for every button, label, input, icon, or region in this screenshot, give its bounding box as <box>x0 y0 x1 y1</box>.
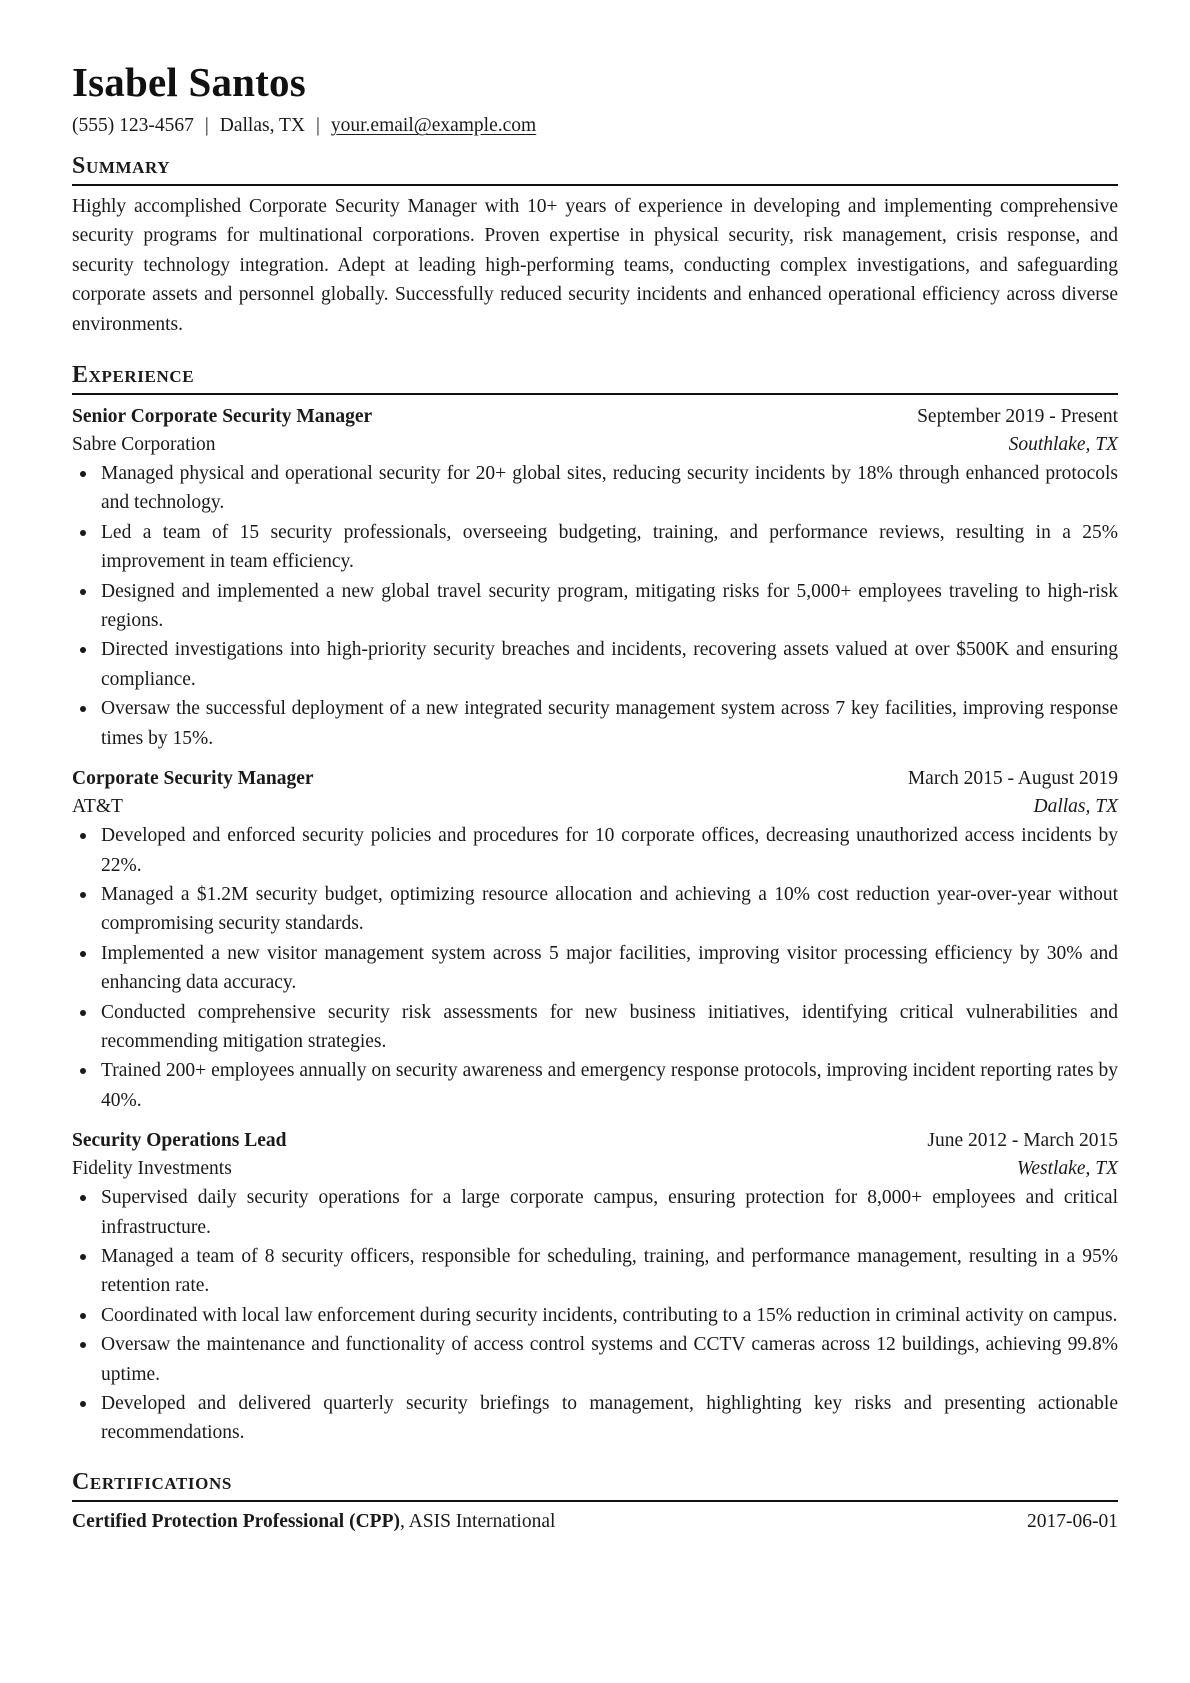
location: Dallas, TX <box>219 115 305 136</box>
job-bullets <box>72 821 1118 1115</box>
job-location: Westlake, TX <box>1016 1158 1118 1180</box>
bullet-text: Managed physical and operational security for 20+ global sites, reducing security incidents by 18% through enhanced protocols and technology. <box>101 463 1118 514</box>
contact-separator: | <box>204 115 209 136</box>
bullet-item <box>72 880 1118 939</box>
bullet-text: Implemented a new visitor management system across 5 major facilities, improving visitor processing efficiency by 30% and enhancing data accuracy. <box>101 942 1118 994</box>
bullet-text: Supervised daily security operations for a large corporate campus, ensuring protection for 8,000+ employees and critical infrastructure. <box>101 1187 1118 1238</box>
job-bullets <box>72 459 1118 753</box>
bullet-text: Oversaw the maintenance and functionality of access control systems and CCTV cameras across 12 buildings, achieving 99.8% uptime. <box>101 1334 1118 1385</box>
bullet-item <box>72 939 1118 998</box>
bullet-icon <box>80 471 86 477</box>
job-title: Security Operations Lead <box>72 1130 287 1152</box>
bullet-item <box>72 694 1118 753</box>
certification-date: 2017-06-01 <box>1027 1510 1118 1532</box>
section-divider <box>72 184 1118 186</box>
company-name: Fidelity Investments <box>72 1158 232 1180</box>
bullet-text: Managed a $1.2M security budget, optimizing resource allocation and achieving a 10% cost reduction year-over-year without compromising security standards. <box>101 883 1118 935</box>
section-title-experience: Experience <box>72 362 195 389</box>
job-location: Dallas, TX <box>1033 796 1118 818</box>
phone-number: (555) 123-4567 <box>72 115 194 136</box>
bullet-icon <box>80 892 86 898</box>
bullet-text: Developed and delivered quarterly security briefings to management, highlighting key risks and presenting actionable recommendations. <box>101 1393 1118 1444</box>
resume-page <box>72 58 1118 1536</box>
certification-item <box>72 1508 1118 1536</box>
section-divider <box>72 1500 1118 1502</box>
job-entry <box>72 765 1118 1115</box>
bullet-item <box>72 1183 1118 1242</box>
bullet-text: Coordinated with local law enforcement during security incidents, contributing to a 15% reduction in criminal activity on campus. <box>101 1304 1118 1326</box>
bullet-item <box>72 518 1118 577</box>
bullet-item <box>72 821 1118 880</box>
job-dates: March 2015 - August 2019 <box>907 768 1118 790</box>
contact-separator: | <box>315 115 320 136</box>
bullet-icon <box>80 1068 86 1074</box>
bullet-text: Led a team of 15 security professionals, overseeing budgeting, training, and performance reviews, resulting in a 25% improvement in team efficiency. <box>101 521 1118 573</box>
bullet-icon <box>80 1195 86 1201</box>
bullet-item <box>72 635 1118 694</box>
bullet-text: Directed investigations into high-priority security breaches and incidents, recovering assets valued at over $500K and ensuring compliance. <box>101 639 1118 690</box>
bullet-item <box>72 998 1118 1057</box>
summary-section <box>72 152 1118 339</box>
bullet-item <box>72 1389 1118 1448</box>
job-title: Senior Corporate Security Manager <box>72 406 373 428</box>
bullet-icon <box>80 706 86 712</box>
contact-line <box>72 112 1118 140</box>
bullet-icon <box>80 530 86 536</box>
bullet-item <box>72 1301 1118 1330</box>
job-entry <box>72 403 1118 753</box>
bullet-icon <box>80 951 86 957</box>
bullet-item <box>72 459 1118 518</box>
bullet-text: Designed and implemented a new global travel security program, mitigating risks for 5,000+ employees traveling to high-risk regions. <box>101 580 1118 632</box>
section-title-summary: Summary <box>72 153 171 179</box>
bullet-icon <box>80 1010 86 1016</box>
job-entry <box>72 1127 1118 1448</box>
section-divider <box>72 393 1118 395</box>
bullet-icon <box>80 833 86 839</box>
bullet-item <box>72 1330 1118 1389</box>
bullet-icon <box>80 1254 86 1260</box>
job-dates: September 2019 - Present <box>917 406 1118 428</box>
bullet-text: Developed and enforced security policies and procedures for 10 corporate offices, decreasing unauthorized access incidents by 22%. <box>101 825 1118 876</box>
job-bullets <box>72 1183 1118 1448</box>
bullet-icon <box>80 589 86 595</box>
bullet-icon <box>80 1401 86 1407</box>
bullet-text: Conducted comprehensive security risk assessments for new business initiatives, identifying critical vulnerabilities and recommending mitigation strategies. <box>101 1001 1118 1052</box>
bullet-icon <box>80 1342 86 1348</box>
bullet-text: Trained 200+ employees annually on security awareness and emergency response protocols, improving incident reporting rates by 40%. <box>101 1060 1118 1111</box>
company-name: AT&T <box>72 796 123 818</box>
job-title: Corporate Security Manager <box>72 768 314 790</box>
bullet-text: Oversaw the successful deployment of a new integrated security management system across 7 key facilities, improving response times by 15%. <box>101 698 1118 749</box>
bullet-item <box>72 577 1118 636</box>
certifications-section <box>72 1468 1118 1536</box>
job-dates: June 2012 - March 2015 <box>927 1130 1118 1152</box>
bullet-icon <box>80 1313 86 1319</box>
experience-section <box>72 361 1118 1448</box>
section-title-certifications: Certifications <box>72 1468 232 1495</box>
candidate-name: Isabel Santos <box>72 59 306 105</box>
job-location: Southlake, TX <box>1008 434 1118 456</box>
certification-issuer: , ASIS International <box>399 1510 556 1532</box>
bullet-text: Managed a team of 8 security officers, responsible for scheduling, training, and performance management, resulting in a 95% retention rate. <box>101 1245 1118 1297</box>
certification-name: Certified Protection Professional (CPP) <box>72 1510 400 1532</box>
summary-text: Highly accomplished Corporate Security Manager with 10+ years of experience in developing and implementing comprehensive security programs for multinational corporations. Proven expertise in physical security, risk management, crisis response, and security technology integration. Adept at leading high-performing teams, conducting complex investigations, and safeguarding corporate assets and personnel globally. Successfully reduced security incidents and enhanced operational efficiency across diverse environments. <box>72 196 1118 335</box>
company-name: Sabre Corporation <box>72 434 216 456</box>
bullet-item <box>72 1242 1118 1301</box>
bullet-item <box>72 1056 1118 1115</box>
email-link[interactable]: your.email@example.com <box>330 115 537 136</box>
bullet-icon <box>80 647 86 653</box>
